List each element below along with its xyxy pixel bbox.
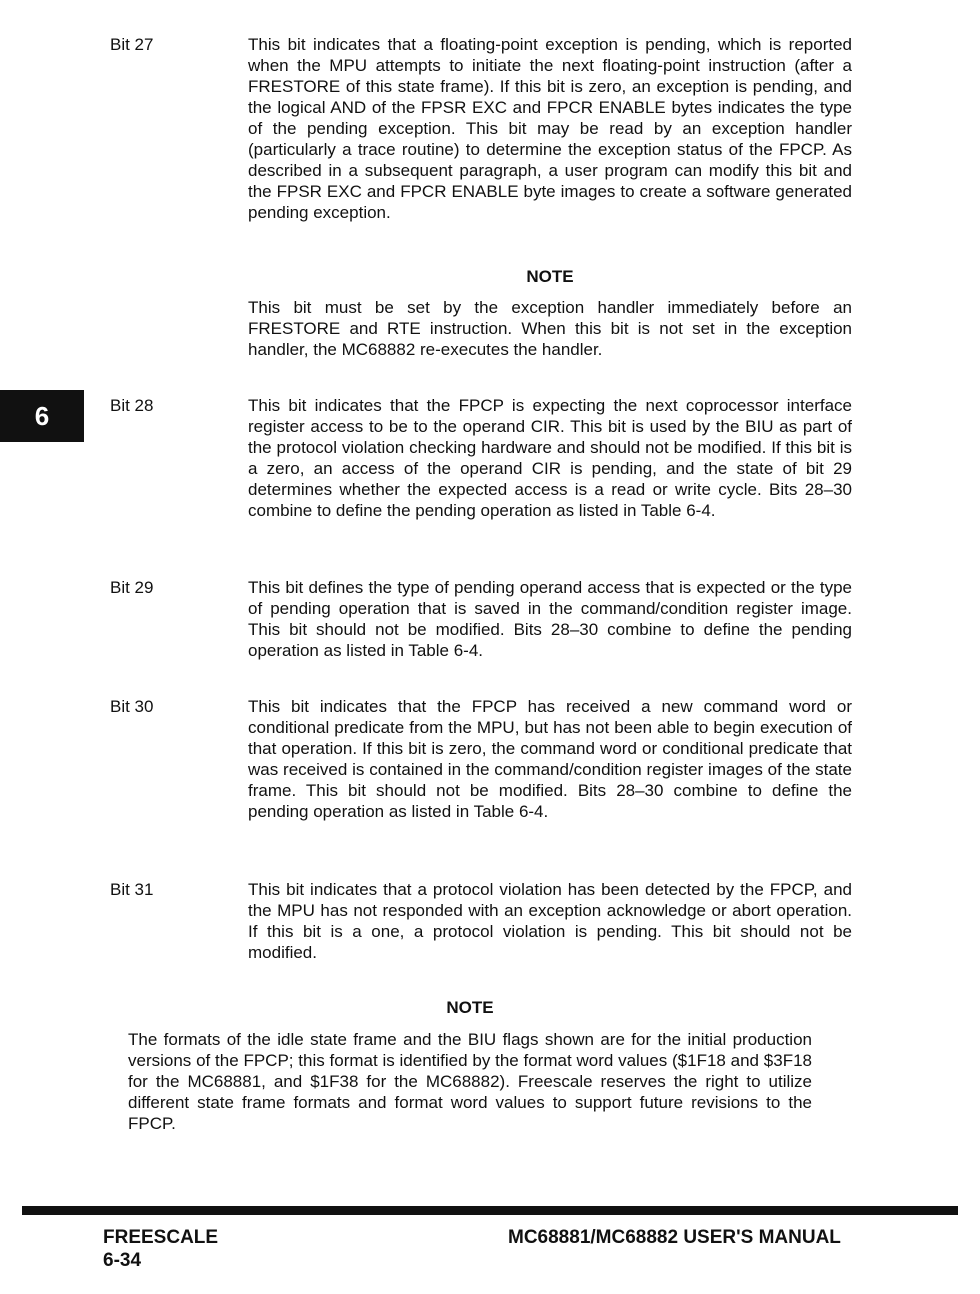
note-text: The formats of the idle state frame and the BIU flags shown are for the initial production versions of the FPCP; this format is identified by the format word values ($1F18 and $3F18 for the MC68881, and $1F38 for the MC68882). Freescale reserves the right to utilize different state frame formats and format word values to support future revisions to the FPCP. (128, 1030, 812, 1133)
bit-label: Bit 31 (110, 880, 154, 899)
note-heading: NOTE (526, 267, 574, 286)
bit-description: This bit indicates that the FPCP has received a new command word or conditional predicate from the MPU, but has not been able to begin execution of that operation. If this bit is zero, the command word or conditional predicate that was received is contained in the command/condition register images of the state frame. This bit should not be modified. Bits 28–30 combine to define the pending operation as listed in Table 6-4. (248, 697, 852, 821)
chapter-tab-number: 6 (34, 400, 50, 431)
note-text: This bit must be set by the exception handler immediately before an FRESTORE and RTE instruction. When this bit is not set in the exception handler, the MC68882 re-executes the handler. (248, 298, 852, 359)
footer-rule (22, 1206, 958, 1215)
bit-description: This bit indicates that a floating-point exception is pending, which is reported when the MPU attempts to initiate the next floating-point instruction (after a FRESTORE of this state frame). If this bit is zero, an exception is pending, and the logical AND of the FPSR EXC and FPCR ENABLE bytes indicates the type of the pending exception. This bit may be read by an exception handler (particularly a trace routine) to determine the exception status of the FPCP. As described in a subsequent paragraph, a user program can modify this bit and the FPSR EXC and FPCR ENABLE byte images to create a software generated pending exception. (248, 35, 852, 222)
footer-left (103, 1226, 218, 1272)
bit-description: This bit indicates that a protocol violation has been detected by the FPCP, and the MPU has not responded with an exception acknowledge or abort operation. If this bit is a one, a protocol violation is pending. This bit should not be modified. (248, 880, 852, 962)
bit-description: This bit indicates that the FPCP is expecting the next coprocessor interface register access to be to the operand CIR. This bit is used by the BIU as part of the protocol violation checking hardware and should not be modified. If this bit is a zero, an access of the operand CIR is pending, and the state of bit 29 determines whether the expected access is a read or write cycle. Bits 28–30 combine to define the pending operation as listed in Table 6-4. (248, 396, 852, 520)
note-heading: NOTE (446, 998, 494, 1017)
chapter-tab (0, 390, 84, 442)
bit-label: Bit 28 (110, 396, 154, 415)
bit-label: Bit 29 (110, 578, 154, 597)
bit-label: Bit 27 (110, 35, 154, 54)
bit-label: Bit 30 (110, 697, 154, 716)
bit-description: This bit defines the type of pending operand access that is expected or the type of pending operation that is saved in the command/condition register image. This bit should not be modified. Bits 28–30 combine to define the pending operation as listed in Table 6-4. (248, 578, 852, 660)
footer-brand: FREESCALE (103, 1227, 219, 1248)
page-number: 6-34 (103, 1250, 142, 1271)
manual-title: MC68881/MC68882 USER'S MANUAL (508, 1227, 841, 1248)
